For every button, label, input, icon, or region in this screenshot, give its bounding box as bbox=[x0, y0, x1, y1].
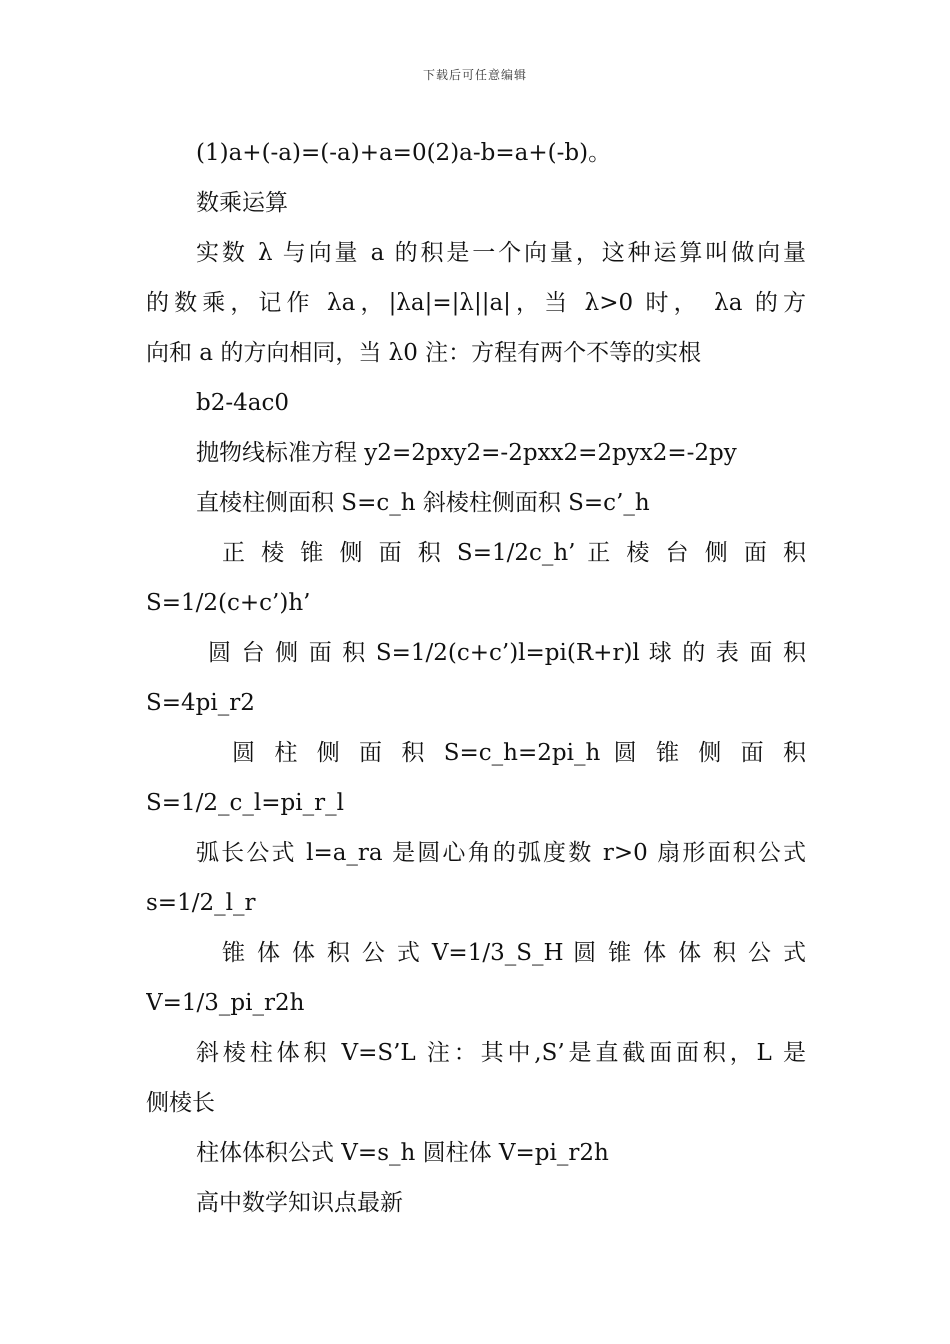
section-heading: 高中数学知识点最新 bbox=[196, 1190, 403, 1216]
cylinder-cone-area-line: 圆 柱 侧 面 积 S=c_h=2pi_h 圆 锥 侧 面 积 bbox=[232, 740, 806, 766]
discriminant-line: b2-4ac0 bbox=[196, 390, 289, 416]
vector-subtraction-line: (1)a+(-a)=(-a)+a=0(2)a-b=a+(-b)。 bbox=[196, 140, 612, 166]
cylinder-volume-line: 柱体体积公式 V=s_h 圆柱体 V=pi_r2h bbox=[196, 1140, 609, 1166]
arc-length-line: 弧长公式 l=a_ra 是圆心角的弧度数 r>0 扇形面积公式 bbox=[196, 840, 806, 866]
cone-volume-line: 锥 体 体 积 公 式 V=1/3_S_H 圆 锥 体 体 积 公 式 bbox=[222, 940, 806, 966]
document-body bbox=[146, 128, 806, 1228]
parabola-equation-line: 抛物线标准方程 y2=2pxy2=-2pxx2=2pyx2=-2py bbox=[196, 440, 737, 466]
oblique-prism-volume-line: 斜棱柱体积 V=S’L 注：其中,S’是直截面面积，L 是 bbox=[196, 1040, 806, 1066]
pyramid-area-line-cont: S=1/2(c+c’)h’ bbox=[146, 590, 311, 616]
paragraph-line: 实数 λ 与向量 a 的积是一个向量，这种运算叫做向量 bbox=[196, 240, 806, 266]
frustum-sphere-area-line: 圆 台 侧 面 积 S=1/2(c+c’)l=pi(R+r)l 球 的 表 面 积 bbox=[208, 640, 806, 666]
page-header: 下载后可任意编辑 bbox=[422, 68, 527, 82]
scalar-multiplication-heading: 数乘运算 bbox=[196, 190, 288, 216]
cone-volume-line-cont: V=1/3_pi_r2h bbox=[146, 990, 305, 1016]
frustum-sphere-area-line-cont: S=4pi_r2 bbox=[146, 690, 255, 716]
cylinder-cone-area-line-cont: S=1/2_c_l=pi_r_l bbox=[146, 790, 344, 816]
prism-area-line: 直棱柱侧面积 S=c_h 斜棱柱侧面积 S=c’_h bbox=[196, 490, 650, 516]
arc-length-line-cont: s=1/2_l_r bbox=[146, 890, 256, 916]
paragraph-line: 向和 a 的方向相同，当 λ0 注：方程有两个不等的实根 bbox=[146, 340, 702, 366]
paragraph-line: 的数乘，记作 λa，|λa|=|λ||a|，当 λ>0 时， λa 的方 bbox=[146, 290, 806, 316]
oblique-prism-volume-line-cont: 侧棱长 bbox=[146, 1090, 215, 1116]
pyramid-area-line: 正 棱 锥 侧 面 积 S=1/2c_h’ 正 棱 台 侧 面 积 bbox=[222, 540, 806, 566]
